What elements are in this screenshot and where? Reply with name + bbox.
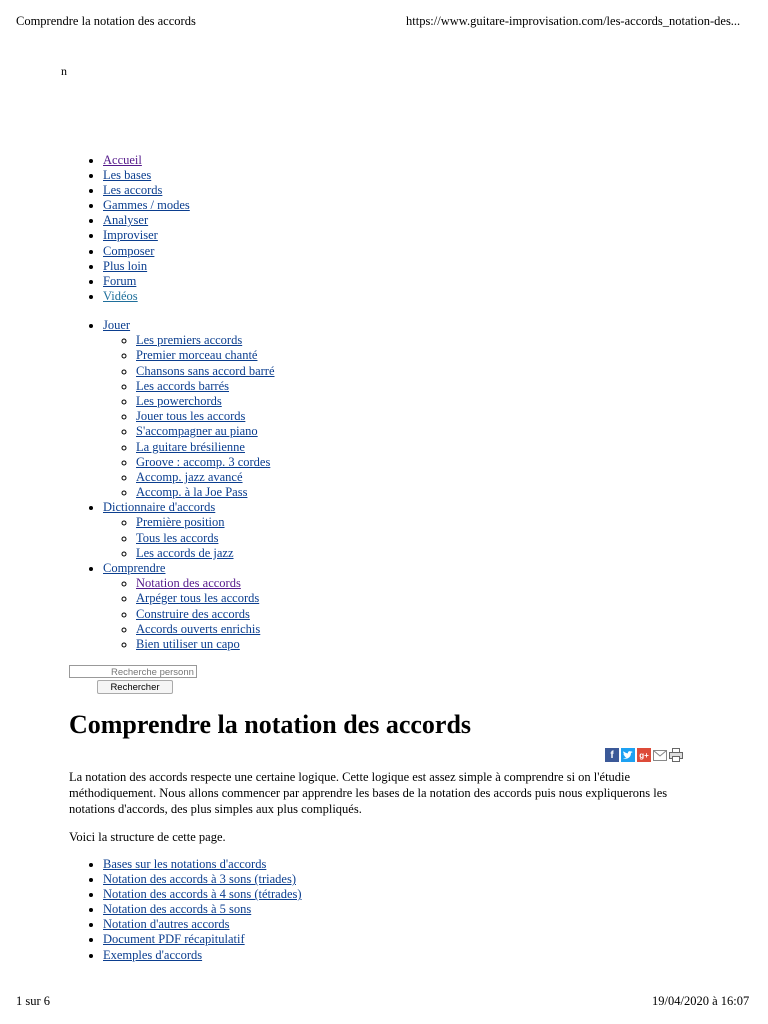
nav-subitem [136, 470, 275, 485]
twitter-icon[interactable] [621, 748, 635, 762]
nav-subitem [136, 591, 275, 606]
nav-link[interactable]: Les bases [103, 168, 152, 183]
nav-link[interactable]: Improviser [103, 228, 158, 243]
nav-subitem [136, 576, 275, 591]
nav-subitem [136, 546, 275, 561]
nav-link[interactable]: Les accords barrés [136, 378, 230, 393]
print-footer-datetime: 19/04/2020 à 16:07 [652, 994, 750, 1008]
print-icon[interactable] [669, 748, 683, 762]
google-plus-icon[interactable]: g+ [637, 748, 651, 762]
toc-link[interactable]: Exemples d'accords [103, 947, 203, 962]
nav-item [103, 198, 190, 213]
search-button[interactable]: Rechercher [97, 680, 173, 694]
nav-link[interactable]: Tous les accords [136, 530, 219, 545]
section-nav [88, 318, 275, 652]
nav-link[interactable]: La guitare brésilienne [136, 439, 245, 454]
nav-subitem [136, 409, 275, 424]
toc-link[interactable]: Notation des accords à 5 sons [103, 902, 252, 917]
nav-subitem [136, 485, 275, 500]
nav-link[interactable]: Première position [136, 515, 225, 530]
toc-item [103, 902, 302, 917]
intro-paragraph: La notation des accords respecte une certaine logique. Cette logique est assez simple à comprendre si on l'étudie méthodiquement. Nous allons commencer par apprendre les bases de la notation des accords puis nous expliquerons les notations d'accords, des plus simples aux plus compliqués. [69, 770, 668, 816]
nav-subitem [136, 515, 275, 530]
toc-link[interactable]: Notation d'autres accords [103, 917, 230, 932]
nav-link[interactable]: Groove : accomp. 3 cordes [136, 454, 271, 469]
toc-link[interactable]: Document PDF récapitulatif [103, 932, 245, 947]
nav-item [103, 259, 190, 274]
facebook-icon[interactable]: f [605, 748, 619, 762]
nav-submenu [103, 515, 275, 561]
toc-item [103, 872, 302, 887]
nav-link[interactable]: Accomp. jazz avancé [136, 469, 243, 484]
print-footer-page: 1 sur 6 [16, 994, 51, 1008]
nav-subitem [136, 637, 275, 652]
nav-subitem [136, 379, 275, 394]
nav-link[interactable]: Accomp. à la Joe Pass [136, 485, 248, 500]
nav-submenu [103, 576, 275, 652]
nav-link[interactable]: Analyser [103, 213, 149, 228]
logo-text-fragment: n [61, 64, 67, 78]
nav-item [103, 244, 190, 259]
nav-link[interactable]: Forum [103, 273, 137, 288]
share-bar [605, 748, 683, 764]
nav-subitem [136, 424, 275, 439]
nav-link[interactable]: Dictionnaire d'accords [103, 500, 216, 515]
nav-link[interactable]: Les premiers accords [136, 333, 243, 348]
nav-item [103, 213, 190, 228]
nav-link[interactable]: Notation des accords [136, 576, 241, 591]
nav-link[interactable]: Les powerchords [136, 393, 222, 408]
nav-subitem [136, 364, 275, 379]
nav-subitem [136, 394, 275, 409]
structure-label: Voici la structure de cette page. [69, 830, 226, 844]
page-title: Comprendre la notation des accords [69, 710, 472, 739]
nav-link[interactable]: Les accords [103, 183, 163, 198]
toc-link[interactable]: Bases sur les notations d'accords [103, 857, 267, 871]
print-header-title: Comprendre la notation des accords [16, 14, 196, 28]
toc-item [103, 932, 302, 947]
nav-link[interactable]: Bien utiliser un capo [136, 636, 240, 651]
nav-link[interactable]: Comprendre [103, 561, 166, 576]
nav-item [103, 289, 190, 304]
nav-section [103, 500, 275, 561]
nav-item [103, 168, 190, 183]
toc-link[interactable]: Notation des accords à 3 sons (triades) [103, 872, 296, 887]
toc-item [103, 857, 302, 872]
nav-link[interactable]: Gammes / modes [103, 198, 190, 213]
nav-link[interactable]: Arpéger tous les accords [136, 591, 260, 606]
email-icon[interactable] [653, 748, 667, 762]
search-input[interactable]: Recherche personn [69, 665, 197, 678]
nav-item [103, 183, 190, 198]
main-nav [88, 153, 190, 304]
nav-subitem [136, 333, 275, 348]
nav-item [103, 274, 190, 289]
nav-link[interactable]: Composer [103, 243, 155, 258]
nav-subitem [136, 531, 275, 546]
nav-section [103, 561, 275, 652]
nav-subitem [136, 348, 275, 363]
nav-link[interactable]: Les accords de jazz [136, 545, 234, 560]
print-header-url: https://www.guitare-improvisation.com/les-accords_notation-des... [406, 14, 741, 28]
nav-link[interactable]: Chansons sans accord barré [136, 363, 275, 378]
nav-link[interactable]: Construire des accords [136, 606, 250, 621]
toc-link[interactable]: Notation des accords à 4 sons (tétrades) [103, 887, 302, 902]
toc-item [103, 917, 302, 932]
page-toc [88, 857, 302, 963]
nav-subitem [136, 455, 275, 470]
nav-submenu [103, 333, 275, 500]
toc-item [103, 887, 302, 902]
nav-link[interactable]: S'accompagner au piano [136, 424, 258, 439]
nav-link[interactable]: Accords ouverts enrichis [136, 621, 261, 636]
nav-section [103, 318, 275, 500]
nav-link[interactable]: Jouer tous les accords [136, 409, 246, 424]
nav-subitem [136, 607, 275, 622]
nav-subitem [136, 622, 275, 637]
nav-link[interactable]: Premier morceau chanté [136, 348, 258, 363]
nav-link[interactable]: Plus loin [103, 258, 148, 273]
nav-item [103, 153, 190, 168]
nav-item [103, 228, 190, 243]
toc-item [103, 948, 302, 963]
nav-link[interactable]: Accueil [103, 153, 142, 167]
nav-link[interactable]: Jouer [103, 318, 131, 332]
nav-link[interactable]: Vidéos [103, 288, 138, 303]
nav-subitem [136, 440, 275, 455]
